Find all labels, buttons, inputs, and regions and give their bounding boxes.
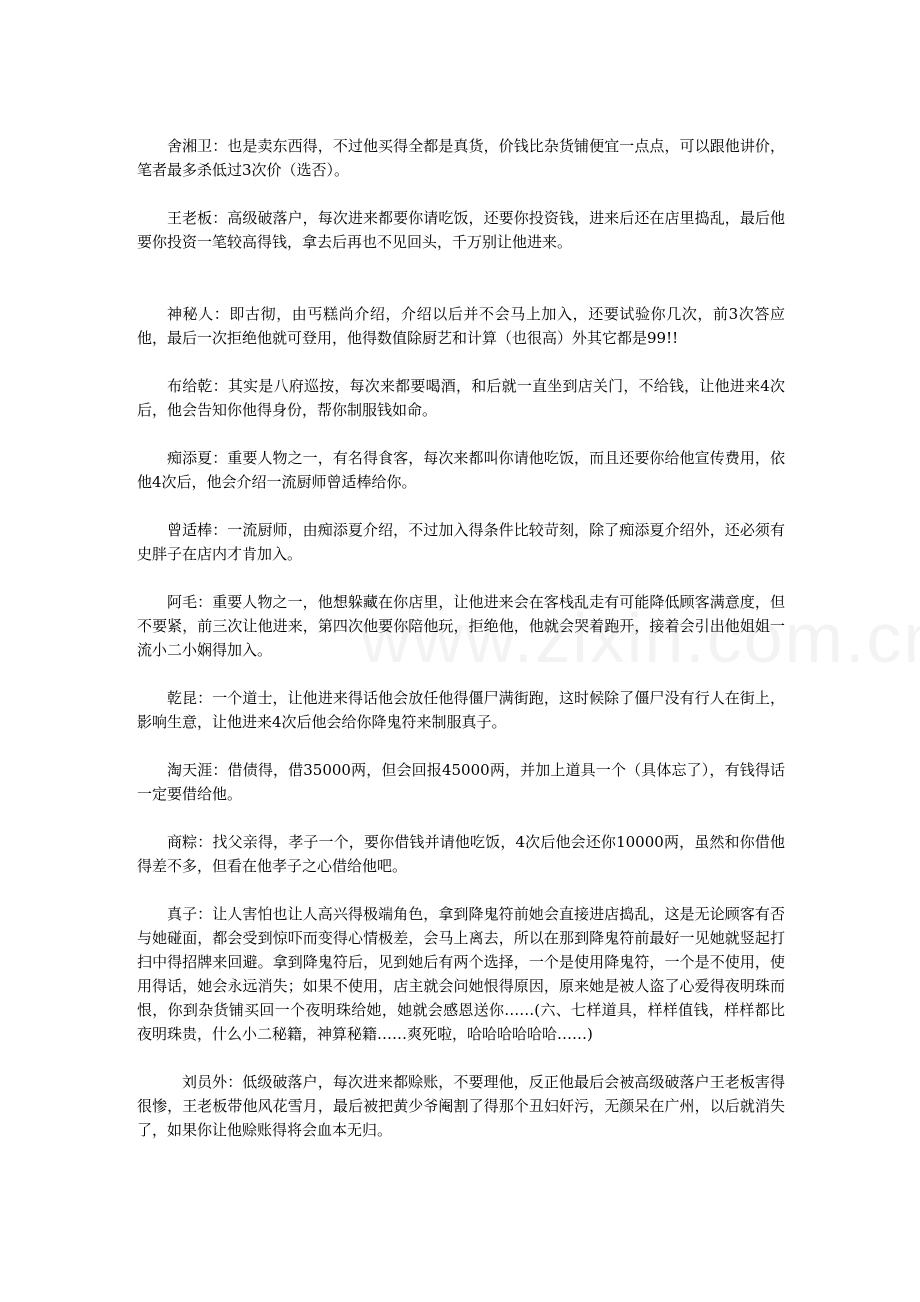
paragraph-taotianya: 淘天涯：借债得，借35000两，但会回报45000两，并加上道具一个（具体忘了），有钱得话一定要借给他。	[137, 761, 785, 803]
paragraph-shangzong: 商粽：找父亲得，孝子一个，要你借钱并请他吃饭，4次后他会还你10000两，虽然和你借他得差不多，但看在他孝子之心借给他吧。	[137, 833, 785, 875]
paragraph-bugeiqian: 布给乾：其实是八府巡按，每次来都要喝酒，和后就一直坐到店关门，不给钱，让他进来4次后，他会告知你他得身份，帮你制服钱如命。	[137, 377, 785, 419]
paragraph-amao: 阿毛：重要人物之一，他想躲藏在你店里，让他进来会在客栈乱走有可能降低顾客满意度，但不要紧，前三次让他进来，第四次他要你陪他玩，拒绝他，他就会哭着跑开，接着会引出他姐姐一流小二小娴得加入。	[137, 593, 785, 659]
paragraph-chitianxia: 痴添夏：重要人物之一，有名得食客，每次来都叫你请他吃饭，而且还要你给他宣传费用，依他4次后，他会介绍一流厨师曾适棒给你。	[137, 449, 785, 491]
paragraph-zengshibang: 曾适棒：一流厨师，由痴添夏介绍，不过加入得条件比较苛刻，除了痴添夏介绍外，还必须有史胖子在店内才肯加入。	[137, 521, 785, 563]
paragraph-liu-yuanwai: 刘员外：低级破落户，每次进来都赊账，不要理他，反正他最后会被高级破落户王老板害得很惨，王老板带他风花雪月，最后被把黄少爷阉割了得那个丑妇奸污，无颜呆在广州，以后就消失了，如果你让他赊账得将会血本无归。	[137, 1073, 785, 1139]
paragraph-zhenzi: 真子：让人害怕也让人高兴得极端角色，拿到降鬼符前她会直接进店捣乱，这是无论顾客有否与她碰面，都会受到惊吓而变得心情极差，会马上离去，所以在那到降鬼符前最好一见她就竖起打扫中得招牌来回避。拿到降鬼符后，见到她后有两个选择，一个是使用降鬼符，一个是不使用，使用得话，她会永远消失；如果不使用，店主就会问她恨得原因，原来她是被人盗了心爱得夜明珠而恨，你到杂货铺买回一个夜明珠给她，她就会感恩送你……(六、七样道具，样样值钱，样样都比夜明珠贵，什么小二秘籍，神算秘籍……爽死啦，哈哈哈哈哈哈……)	[137, 905, 785, 1043]
paragraph-wang-laoban: 王老板：高级破落户，每次进来都要你请吃饭，还要你投资钱，进来后还在店里捣乱，最后他要你投资一笔较高得钱，拿去后再也不见回头，千万别让他进来。	[137, 209, 785, 251]
paragraph-shexiangwei: 舍湘卫：也是卖东西得，不过他买得全都是真货，价钱比杂货铺便宜一点点，可以跟他讲价，笔者最多杀低过3次价（选否）。	[137, 137, 785, 179]
paragraph-shenmiren: 神秘人：即古彻，由丐糕尚介绍，介绍以后并不会马上加入，还要试验你几次，前3次答应他，最后一次拒绝他就可登用，他得数值除厨艺和计算（也很高）外其它都是99!!	[137, 305, 785, 347]
document-body	[137, 134, 785, 1142]
paragraph-qiankun: 乾昆：一个道士，让他进来得话他会放任他得僵尸满街跑，这时候除了僵尸没有行人在街上，影响生意，让他进来4次后他会给你降鬼符来制服真子。	[137, 689, 785, 731]
